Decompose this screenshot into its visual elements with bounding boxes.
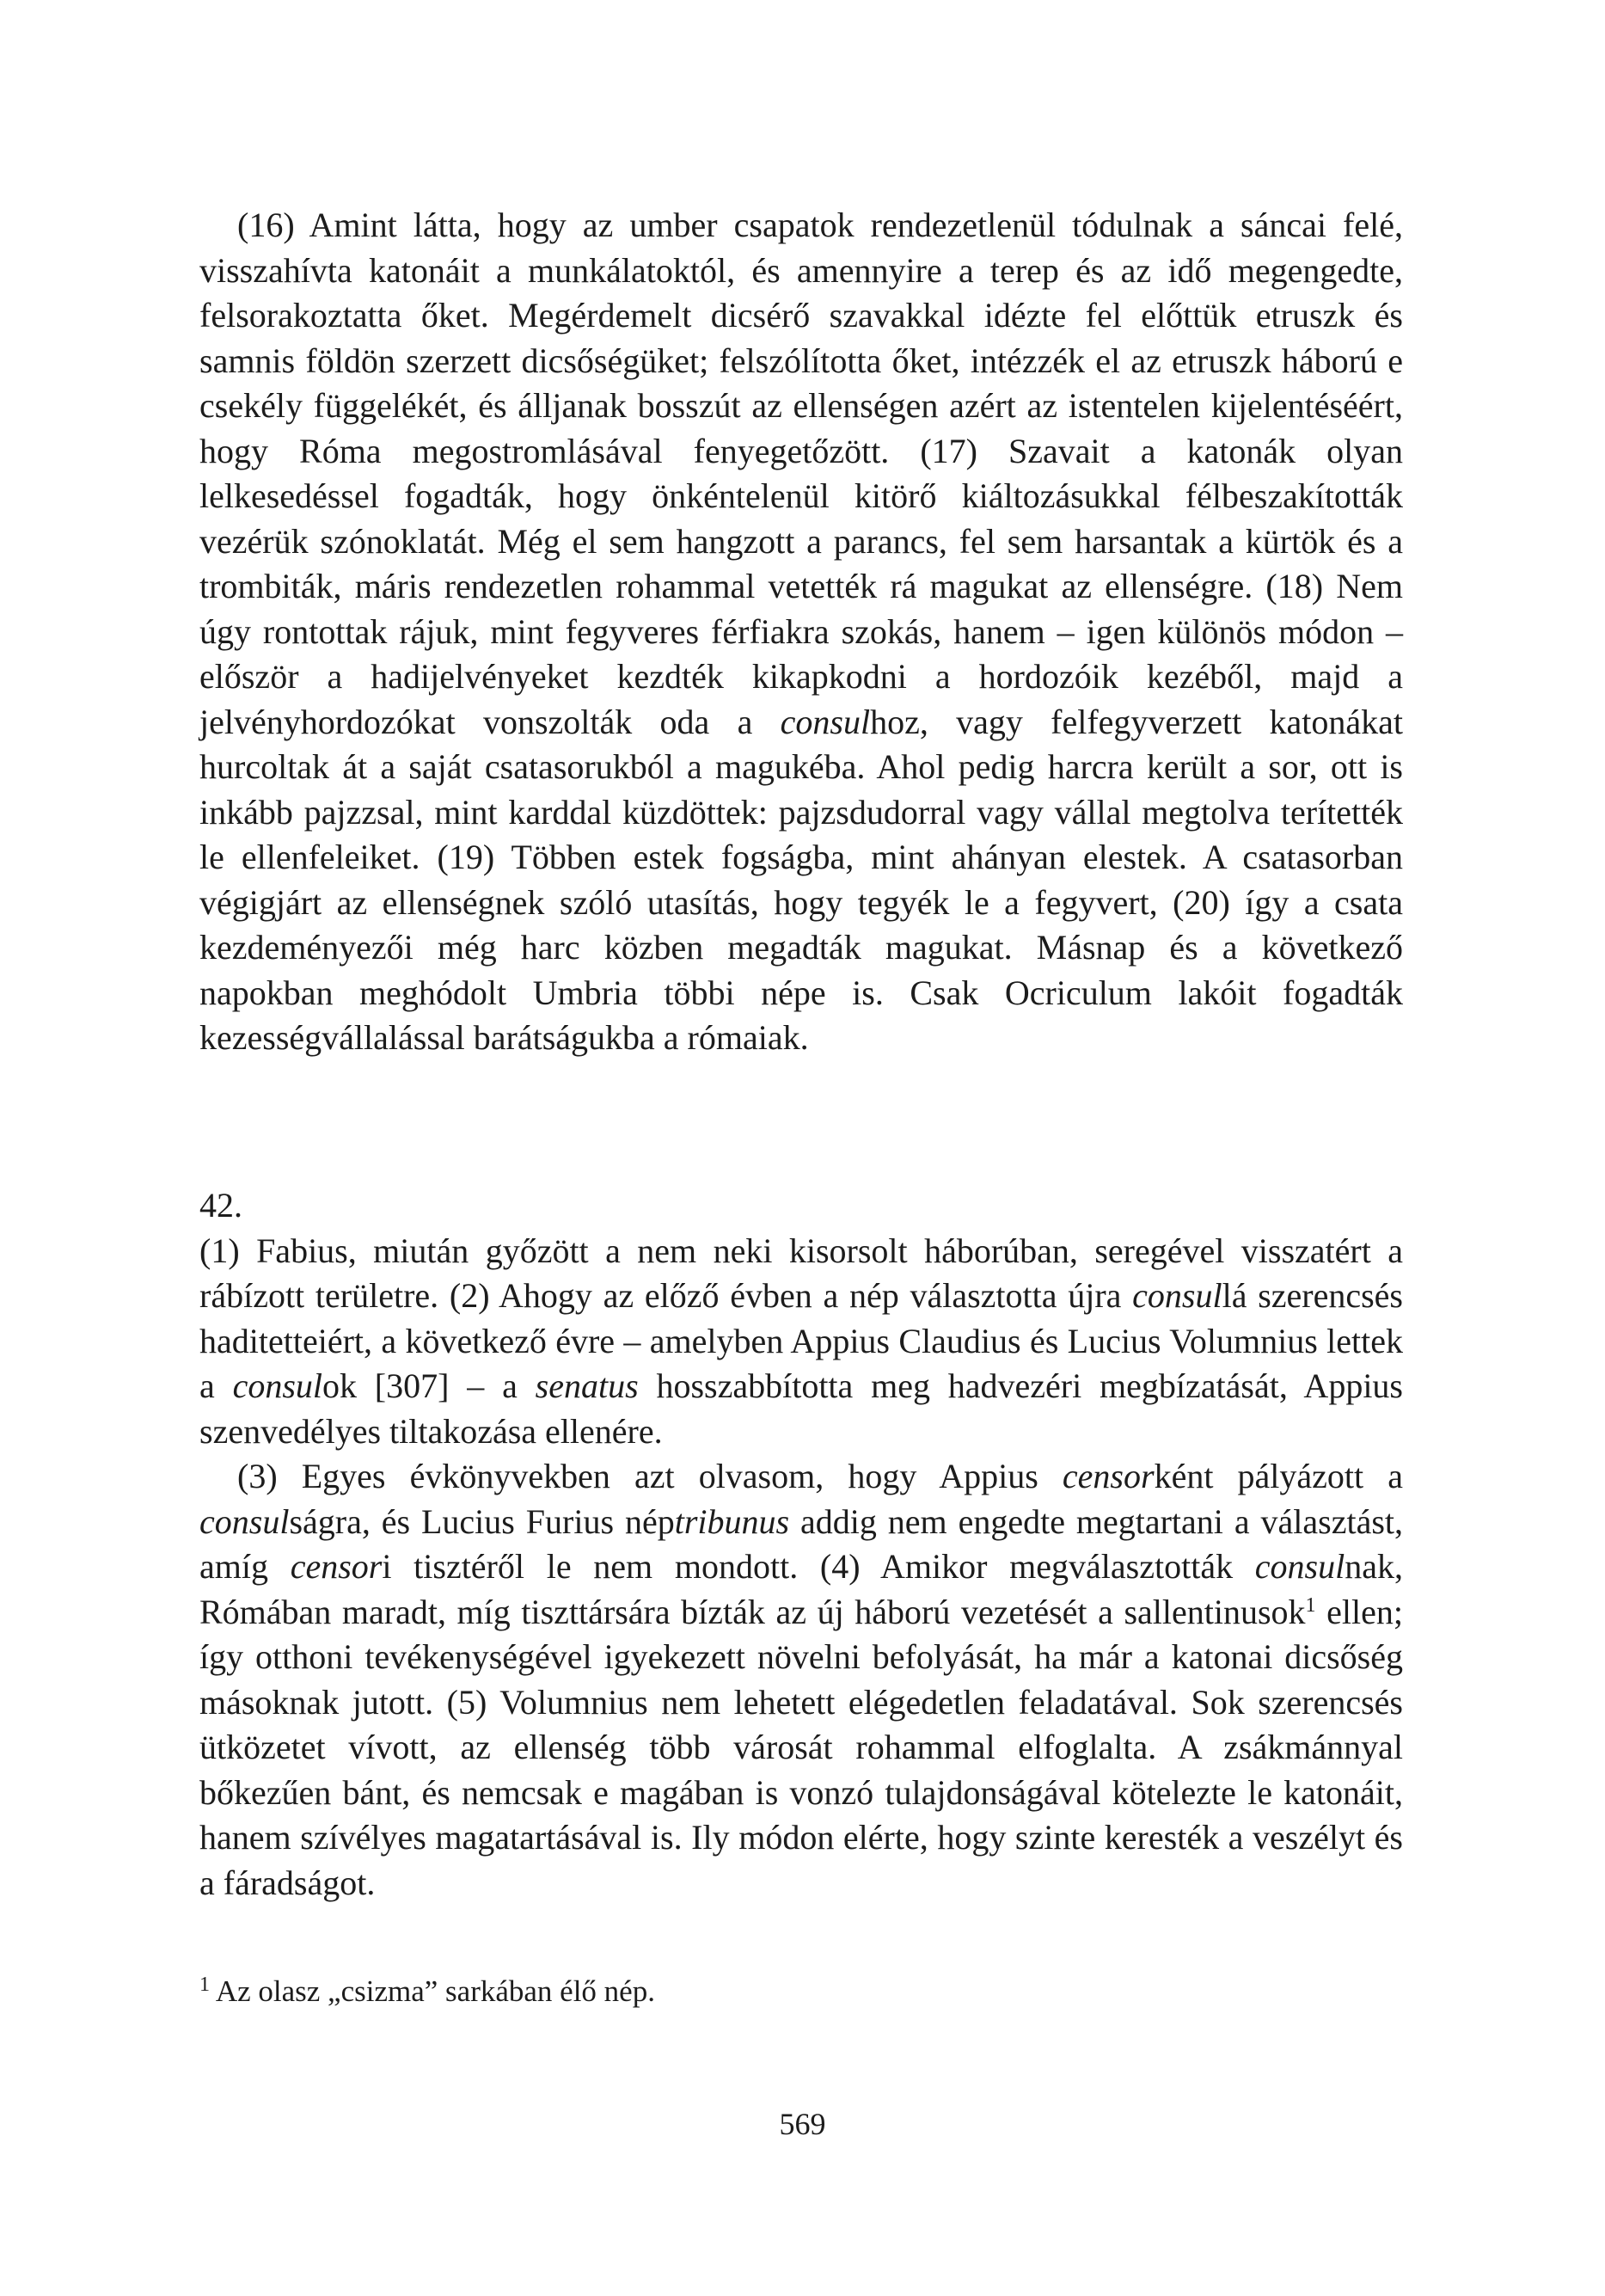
- italic-term: tribunus: [674, 1501, 790, 1541]
- text-run: hoz, vagy felfegyverzett katonákat hurcoltak át a saját csatasorukból a magukéba. Ahol pedig harcra került a sor, ott is inkább pajzzsal, mint karddal küzdöttek: pajzsdudorral vagy vállal megtolva terítették le ellenfeleiket. (19) Többen estek fogságba, mint ahányan elestek. A csatasorban végigjárt az ellenségnek szóló utasítás, hogy tegyék le a fegyvert, (20) így a csata kezdeményezői még harc közben megadták magukat. Másnap és a következő napokban meghódolt Umbria többi népe is. Csak Ocriculum lakóit fogadták kezességvállalással barátságukba a rómaiak.: [199, 702, 1404, 1057]
- text-run: (1) Fabius, miután győzött a nem neki kisorsolt háborúban, seregével visszatért a rábízott területre. (2) Ahogy az előző évben a nép választotta újra: [199, 1231, 1403, 1315]
- chapter-42-block: [199, 1183, 1403, 1906]
- footnote-mark: 1: [199, 1974, 210, 1996]
- italic-term: senatus: [535, 1366, 639, 1405]
- footnote: [199, 1965, 1403, 2011]
- italic-term: consul: [780, 702, 871, 741]
- text-run: (16) Amint látta, hogy az umber csapatok rendezetlenül tódulnak a sáncai felé, visszahívta katonáit a munkálatoktól, és amennyire a terep és az idő megengedte, felsorakoztatta őket. Megérdemelt dicsérő szavakkal idézte fel előttük etruszk és samnis földön szerzett dicsőségüket; felszólította őket, intézzék el az etruszk háború e csekély függelékét, és álljanak bosszút az ellenségen azért az istentelen kijelentéséért, hogy Róma megostromlásával fenyegetőzött. (17) Szavait a katonák olyan lelkesedéssel fogadták, hogy önkéntelenül kitörő kiáltozásukkal félbeszakították vezérük szónoklatát. Még el sem hangzott a parancs, fel sem harsantak a kürtök és a trombiták, máris rendezetlen rohammal vetették rá magukat az ellenségre. (18) Nem úgy rontottak rájuk, mint fegyveres férfiakra szokás, hanem – igen különös módon – először a hadijelvényeket kezdték kikapkodni a hordozóik kezéből, majd a jelvényhordozókat vonszolták oda a: [199, 206, 1403, 741]
- text-run: ellen; így otthoni tevékenységével igyekezett növelni befolyását, ha már a katonai dicsőség másoknak jutott. (5) Volumnius nem lehetett elégedetlen feladatával. Sok szerencsés ütközetet vívott, az ellenség több városát rohammal elfoglalta. A zsákmánnyal bőkezűen bánt, és nemcsak e magában is vonzó tulajdonságával kötelezte le katonáit, hanem szívélyes magatartásával is. Ily módon elérte, hogy szinte keresték a veszélyt és a fáradságot.: [199, 1592, 1403, 1902]
- text-run: ként pályázott a: [1154, 1457, 1403, 1495]
- text-run: (3) Egyes évkönyvekben azt olvasom, hogy Appius: [237, 1457, 1063, 1495]
- text-run: nak, Rómában maradt, míg tiszttársára bízták az új háború vezetését a sallentinusok: [199, 1547, 1403, 1631]
- italic-term: censor: [1062, 1457, 1155, 1495]
- text-run: hosszabbította meg hadvezéri megbízatását, Appius szenvedélyes tiltakozása ellenére.: [199, 1366, 1403, 1451]
- text-run: ságra, és Lucius Furius nép: [289, 1501, 675, 1541]
- italic-term: censor: [290, 1547, 383, 1586]
- italic-term: consul: [199, 1501, 290, 1541]
- text-run: addig nem engedte megtartani a választást, amíg: [199, 1501, 1403, 1586]
- text-run: lá szerencsés haditetteiért, a következő évre – amelyben Appius Claudius és Lucius Volumnius lettek a: [199, 1276, 1403, 1405]
- italic-term: consul: [1132, 1276, 1222, 1315]
- text-run: ok [307] – a: [322, 1366, 536, 1405]
- text-run: i tisztéről le nem mondott. (4) Amikor megválasztották: [382, 1547, 1255, 1586]
- paragraph-2: [199, 1454, 1403, 1906]
- footnote-reference[interactable]: 1: [1305, 1593, 1316, 1617]
- italic-term: consul: [232, 1366, 322, 1405]
- paragraph-continuation: [199, 203, 1403, 1061]
- paragraph-1: [199, 1229, 1403, 1455]
- footnote-text: Az olasz „csizma” sarkában élő nép.: [210, 1974, 655, 2008]
- main-text-block: [199, 203, 1403, 1061]
- section-number: 42.: [199, 1186, 242, 1225]
- italic-term: consul: [1254, 1547, 1345, 1586]
- page-number: 569: [779, 2107, 826, 2141]
